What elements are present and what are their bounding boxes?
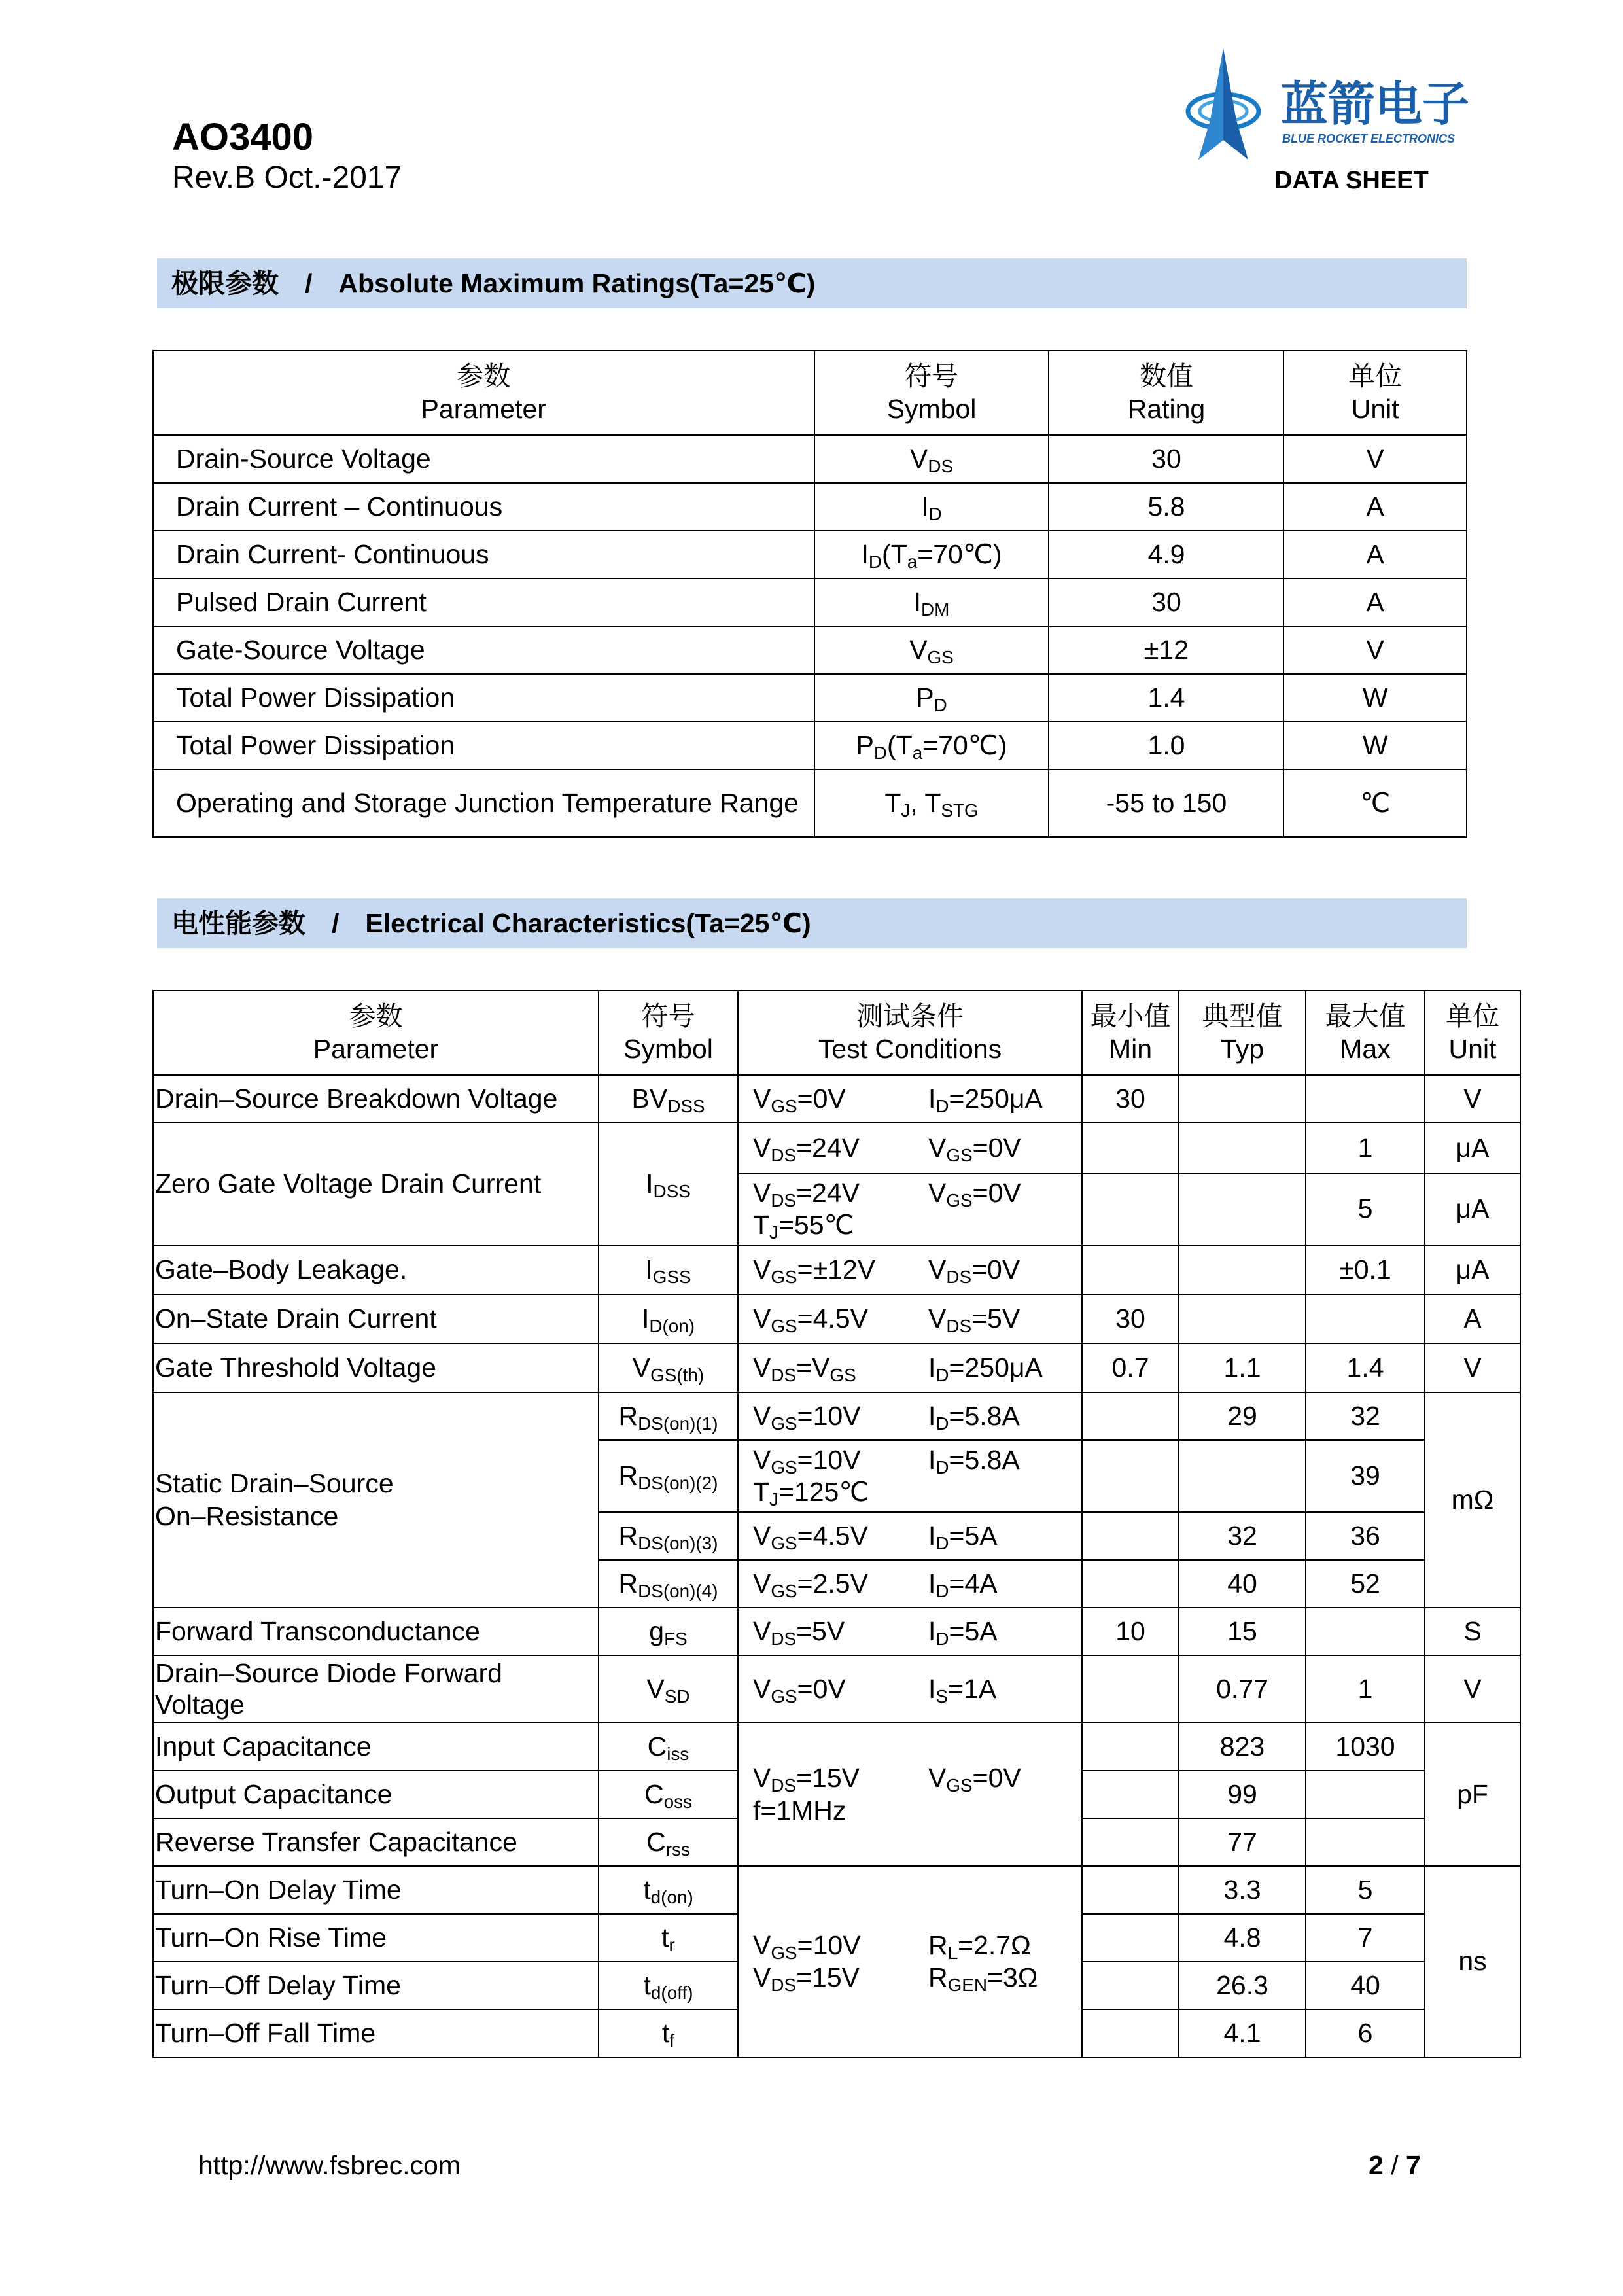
param-cell: Turn–On Rise Time: [153, 1914, 599, 1962]
page-sep: /: [1391, 2150, 1399, 2180]
param-cell: Total Power Dissipation: [153, 674, 814, 722]
symbol-cell: $C_{oss}$: [599, 1771, 738, 1818]
section-title-sep: /: [305, 268, 313, 298]
unit-cell: W: [1283, 722, 1467, 769]
param-cell: Output Capacitance: [153, 1771, 599, 1818]
typ-cell: 32: [1179, 1512, 1306, 1560]
param-cell: Input Capacitance: [153, 1723, 599, 1771]
unit-cell: mΩ: [1425, 1392, 1520, 1608]
page-current: 2: [1369, 2150, 1384, 2180]
param-cell: Drain–Source Diode Forward Voltage: [153, 1655, 599, 1723]
rating-cell: ±12: [1049, 626, 1283, 674]
condition-cell: $V_{DS}=24V$ $V_{GS}=0V$: [738, 1123, 1082, 1173]
condition-cell: $V_{GS}=0V$ $I_D=250\mu A$: [738, 1075, 1082, 1123]
unit-cell: V: [1283, 626, 1467, 674]
typ-cell: 77: [1179, 1818, 1306, 1866]
condition-cell: $V_{GS}=4.5V$ $I_D=5A$: [738, 1512, 1082, 1560]
symbol-cell: $t_{d(off)}$: [599, 1962, 738, 2009]
param-cell: Operating and Storage Junction Temperature Range: [153, 769, 814, 837]
max-cell: 40: [1306, 1962, 1425, 2009]
typ-cell: 4.8: [1179, 1914, 1306, 1962]
min-cell: [1082, 1123, 1179, 1173]
section-bar-abs-max: [157, 258, 1467, 308]
typ-cell: 823: [1179, 1723, 1306, 1771]
min-cell: [1082, 1914, 1179, 1962]
table-row: [153, 1294, 1520, 1343]
condition-cell: $V_{GS}=10V$ $I_D=5.8A$ $T_J=125℃$: [738, 1440, 1082, 1512]
min-cell: [1082, 1173, 1179, 1245]
section-title-cn: 电性能参数: [171, 908, 305, 938]
typ-cell: 3.3: [1179, 1866, 1306, 1914]
param-cell: Pulsed Drain Current: [153, 578, 814, 626]
min-cell: [1082, 1818, 1179, 1866]
symbol-cell: $V_{SD}$: [599, 1655, 738, 1723]
typ-cell: 99: [1179, 1771, 1306, 1818]
unit-cell: μA: [1425, 1245, 1520, 1294]
unit-cell: V: [1425, 1343, 1520, 1392]
param-cell: Reverse Transfer Capacitance: [153, 1818, 599, 1866]
param-cell: Drain-Source Voltage: [153, 435, 814, 483]
unit-cell: S: [1425, 1608, 1520, 1655]
abs-max-table: [152, 350, 1467, 838]
min-cell: 0.7: [1082, 1343, 1179, 1392]
param-cell: Turn–On Delay Time: [153, 1866, 599, 1914]
typ-cell: [1179, 1245, 1306, 1294]
max-cell: [1306, 1075, 1425, 1123]
section-title-en: Electrical Characteristics(Ta=25℃): [365, 908, 811, 938]
header-min: 最小值 Min: [1082, 991, 1179, 1075]
symbol-cell: $R_{DS(on)(3)}$: [599, 1512, 738, 1560]
rating-cell: 30: [1049, 578, 1283, 626]
param-cell: Turn–Off Delay Time: [153, 1962, 599, 2009]
min-cell: [1082, 1655, 1179, 1723]
typ-cell: 29: [1179, 1392, 1306, 1440]
min-cell: [1082, 1512, 1179, 1560]
max-cell: [1306, 1294, 1425, 1343]
min-cell: [1082, 1723, 1179, 1771]
max-cell: 6: [1306, 2009, 1425, 2057]
param-cell: Drain Current- Continuous: [153, 531, 814, 578]
symbol-cell: $R_{DS(on)(2)}$: [599, 1440, 738, 1512]
max-cell: [1306, 1608, 1425, 1655]
table-row: [153, 1866, 1520, 1914]
min-cell: [1082, 1866, 1179, 1914]
symbol-cell: $T_J$, $T_{STG}$: [814, 769, 1049, 837]
param-cell: Total Power Dissipation: [153, 722, 814, 769]
unit-cell: pF: [1425, 1723, 1520, 1866]
header-unit: 单位 Unit: [1283, 351, 1467, 435]
condition-cell: $V_{DS}=15V$ $V_{GS}=0V$ f=1MHz: [738, 1723, 1082, 1866]
max-cell: 36: [1306, 1512, 1425, 1560]
header-rating: 数值 Rating: [1049, 351, 1283, 435]
symbol-cell: $I_{DM}$: [814, 578, 1049, 626]
min-cell: 30: [1082, 1294, 1179, 1343]
typ-cell: [1179, 1173, 1306, 1245]
table-row: [153, 722, 1467, 769]
header-symbol: 符号 Symbol: [599, 991, 738, 1075]
rating-cell: 1.4: [1049, 674, 1283, 722]
section-title-en: Absolute Maximum Ratings(Ta=25℃): [338, 268, 816, 298]
header-parameter: 参数 Parameter: [153, 991, 599, 1075]
param-cell: Turn–Off Fall Time: [153, 2009, 599, 2057]
typ-cell: 40: [1179, 1560, 1306, 1608]
unit-cell: W: [1283, 674, 1467, 722]
rating-cell: 4.9: [1049, 531, 1283, 578]
table-row: [153, 483, 1467, 531]
symbol-cell: $I_D(T_a=70℃)$: [814, 531, 1049, 578]
param-cell: Gate Threshold Voltage: [153, 1343, 599, 1392]
param-cell: Drain–Source Breakdown Voltage: [153, 1075, 599, 1123]
min-cell: [1082, 1440, 1179, 1512]
symbol-cell: $P_D$: [814, 674, 1049, 722]
table-row: [153, 1123, 1520, 1173]
table-row: [153, 578, 1467, 626]
header-max: 最大值 Max: [1306, 991, 1425, 1075]
header-typ: 典型值 Typ: [1179, 991, 1306, 1075]
min-cell: 10: [1082, 1608, 1179, 1655]
brand-cn: 蓝箭电子: [1281, 77, 1470, 132]
symbol-cell: $I_{D(on)}$: [599, 1294, 738, 1343]
symbol-cell: $R_{DS(on)(4)}$: [599, 1560, 738, 1608]
max-cell: ±0.1: [1306, 1245, 1425, 1294]
unit-cell: μA: [1425, 1173, 1520, 1245]
rating-cell: -55 to 150: [1049, 769, 1283, 837]
part-number: AO3400: [172, 116, 314, 158]
min-cell: [1082, 1771, 1179, 1818]
unit-cell: V: [1425, 1075, 1520, 1123]
section-title-cn: 极限参数: [171, 268, 279, 298]
typ-cell: [1179, 1075, 1306, 1123]
symbol-cell: $I_D$: [814, 483, 1049, 531]
table-row: [153, 1723, 1520, 1771]
table-header-row: [153, 991, 1520, 1075]
min-cell: [1082, 1560, 1179, 1608]
max-cell: 1.4: [1306, 1343, 1425, 1392]
param-cell: Drain Current – Continuous: [153, 483, 814, 531]
min-cell: [1082, 2009, 1179, 2057]
table-header-row: [153, 351, 1467, 435]
max-cell: 7: [1306, 1914, 1425, 1962]
param-cell: Gate-Source Voltage: [153, 626, 814, 674]
footer-url[interactable]: http://www.fsbrec.com: [198, 2150, 461, 2180]
table-row: [153, 531, 1467, 578]
unit-cell: V: [1283, 435, 1467, 483]
section-title-sep: /: [332, 908, 340, 938]
electrical-table: [152, 990, 1521, 2058]
max-cell: [1306, 1771, 1425, 1818]
typ-cell: [1179, 1440, 1306, 1512]
table-row: [153, 1075, 1520, 1123]
condition-cell: $V_{GS}=2.5V$ $I_D=4A$: [738, 1560, 1082, 1608]
table-row: [153, 769, 1467, 837]
typ-cell: 15: [1179, 1608, 1306, 1655]
unit-cell: A: [1283, 483, 1467, 531]
condition-cell: $V_{GS}=\pm 12V$ $V_{DS}=0V$: [738, 1245, 1082, 1294]
table-row: [153, 1608, 1520, 1655]
min-cell: 30: [1082, 1075, 1179, 1123]
table-row: [153, 1245, 1520, 1294]
param-cell: Gate–Body Leakage.: [153, 1245, 599, 1294]
table-row: [153, 1655, 1520, 1723]
symbol-cell: $I_{DSS}$: [599, 1123, 738, 1245]
condition-cell: $V_{DS}=V_{GS}$ $I_D=250\mu A$: [738, 1343, 1082, 1392]
symbol-cell: $C_{iss}$: [599, 1723, 738, 1771]
unit-cell: ℃: [1283, 769, 1467, 837]
param-cell: Forward Transconductance: [153, 1608, 599, 1655]
table-row: [153, 674, 1467, 722]
symbol-cell: $g_{FS}$: [599, 1608, 738, 1655]
max-cell: 32: [1306, 1392, 1425, 1440]
max-cell: [1306, 1818, 1425, 1866]
page-number: [1369, 2150, 1421, 2181]
max-cell: 1: [1306, 1655, 1425, 1723]
symbol-cell: $V_{DS}$: [814, 435, 1049, 483]
unit-cell: A: [1425, 1294, 1520, 1343]
symbol-cell: $t_{d(on)}$: [599, 1866, 738, 1914]
typ-cell: [1179, 1294, 1306, 1343]
symbol-cell: $t_f$: [599, 2009, 738, 2057]
symbol-cell: $t_r$: [599, 1914, 738, 1962]
typ-cell: 26.3: [1179, 1962, 1306, 2009]
typ-cell: 0.77: [1179, 1655, 1306, 1723]
typ-cell: [1179, 1123, 1306, 1173]
max-cell: 52: [1306, 1560, 1425, 1608]
unit-cell: A: [1283, 531, 1467, 578]
condition-cell: $V_{GS}=0V$ $I_S=1A$: [738, 1655, 1082, 1723]
header-parameter: 参数 Parameter: [153, 351, 814, 435]
symbol-cell: $R_{DS(on)(1)}$: [599, 1392, 738, 1440]
symbol-cell: $V_{GS(th)}$: [599, 1343, 738, 1392]
header-symbol: 符号 Symbol: [814, 351, 1049, 435]
max-cell: 39: [1306, 1440, 1425, 1512]
min-cell: [1082, 1392, 1179, 1440]
logo-rocket-shade: [1198, 48, 1223, 160]
table-row: [153, 1392, 1520, 1440]
max-cell: 5: [1306, 1173, 1425, 1245]
min-cell: [1082, 1962, 1179, 2009]
table-row: [153, 626, 1467, 674]
symbol-cell: $V_{GS}$: [814, 626, 1049, 674]
doc-type: DATA SHEET: [1274, 167, 1429, 194]
max-cell: 1030: [1306, 1723, 1425, 1771]
unit-cell: V: [1425, 1655, 1520, 1723]
condition-cell: $V_{GS}=10V$ $R_L=2.7\Omega$ $V_{DS}=15V$ $R_{GEN}=3\Omega$: [738, 1866, 1082, 2057]
header-unit: 单位 Unit: [1425, 991, 1520, 1075]
min-cell: [1082, 1245, 1179, 1294]
brand-en: BLUE ROCKET ELECTRONICS: [1282, 132, 1456, 145]
param-cell: Static Drain–Source On–Resistance: [153, 1392, 599, 1608]
symbol-cell: $P_D(T_a=70℃)$: [814, 722, 1049, 769]
symbol-cell: $BV_{DSS}$: [599, 1075, 738, 1123]
header-conditions: 测试条件 Test Conditions: [738, 991, 1082, 1075]
rating-cell: 5.8: [1049, 483, 1283, 531]
condition-cell: $V_{DS}=5V$ $I_D=5A$: [738, 1608, 1082, 1655]
typ-cell: 4.1: [1179, 2009, 1306, 2057]
table-row: [153, 1343, 1520, 1392]
table-row: [153, 435, 1467, 483]
rating-cell: 30: [1049, 435, 1283, 483]
unit-cell: μA: [1425, 1123, 1520, 1173]
max-cell: 5: [1306, 1866, 1425, 1914]
symbol-cell: $I_{GSS}$: [599, 1245, 738, 1294]
page-total: 7: [1406, 2150, 1421, 2180]
condition-cell: $V_{GS}=4.5V$ $V_{DS}=5V$: [738, 1294, 1082, 1343]
symbol-cell: $C_{rss}$: [599, 1818, 738, 1866]
unit-cell: ns: [1425, 1866, 1520, 2057]
param-cell: On–State Drain Current: [153, 1294, 599, 1343]
condition-cell: $V_{DS}=24V$ $V_{GS}=0V$ $T_J=55℃$: [738, 1173, 1082, 1245]
section-bar-electrical: [157, 898, 1467, 948]
param-cell: Zero Gate Voltage Drain Current: [153, 1123, 599, 1245]
typ-cell: 1.1: [1179, 1343, 1306, 1392]
unit-cell: A: [1283, 578, 1467, 626]
condition-cell: $V_{GS}=10V$ $I_D=5.8A$: [738, 1392, 1082, 1440]
max-cell: 1: [1306, 1123, 1425, 1173]
rating-cell: 1.0: [1049, 722, 1283, 769]
revision: Rev.B Oct.-2017: [172, 160, 402, 195]
blue-rocket-logo: [1183, 43, 1484, 168]
